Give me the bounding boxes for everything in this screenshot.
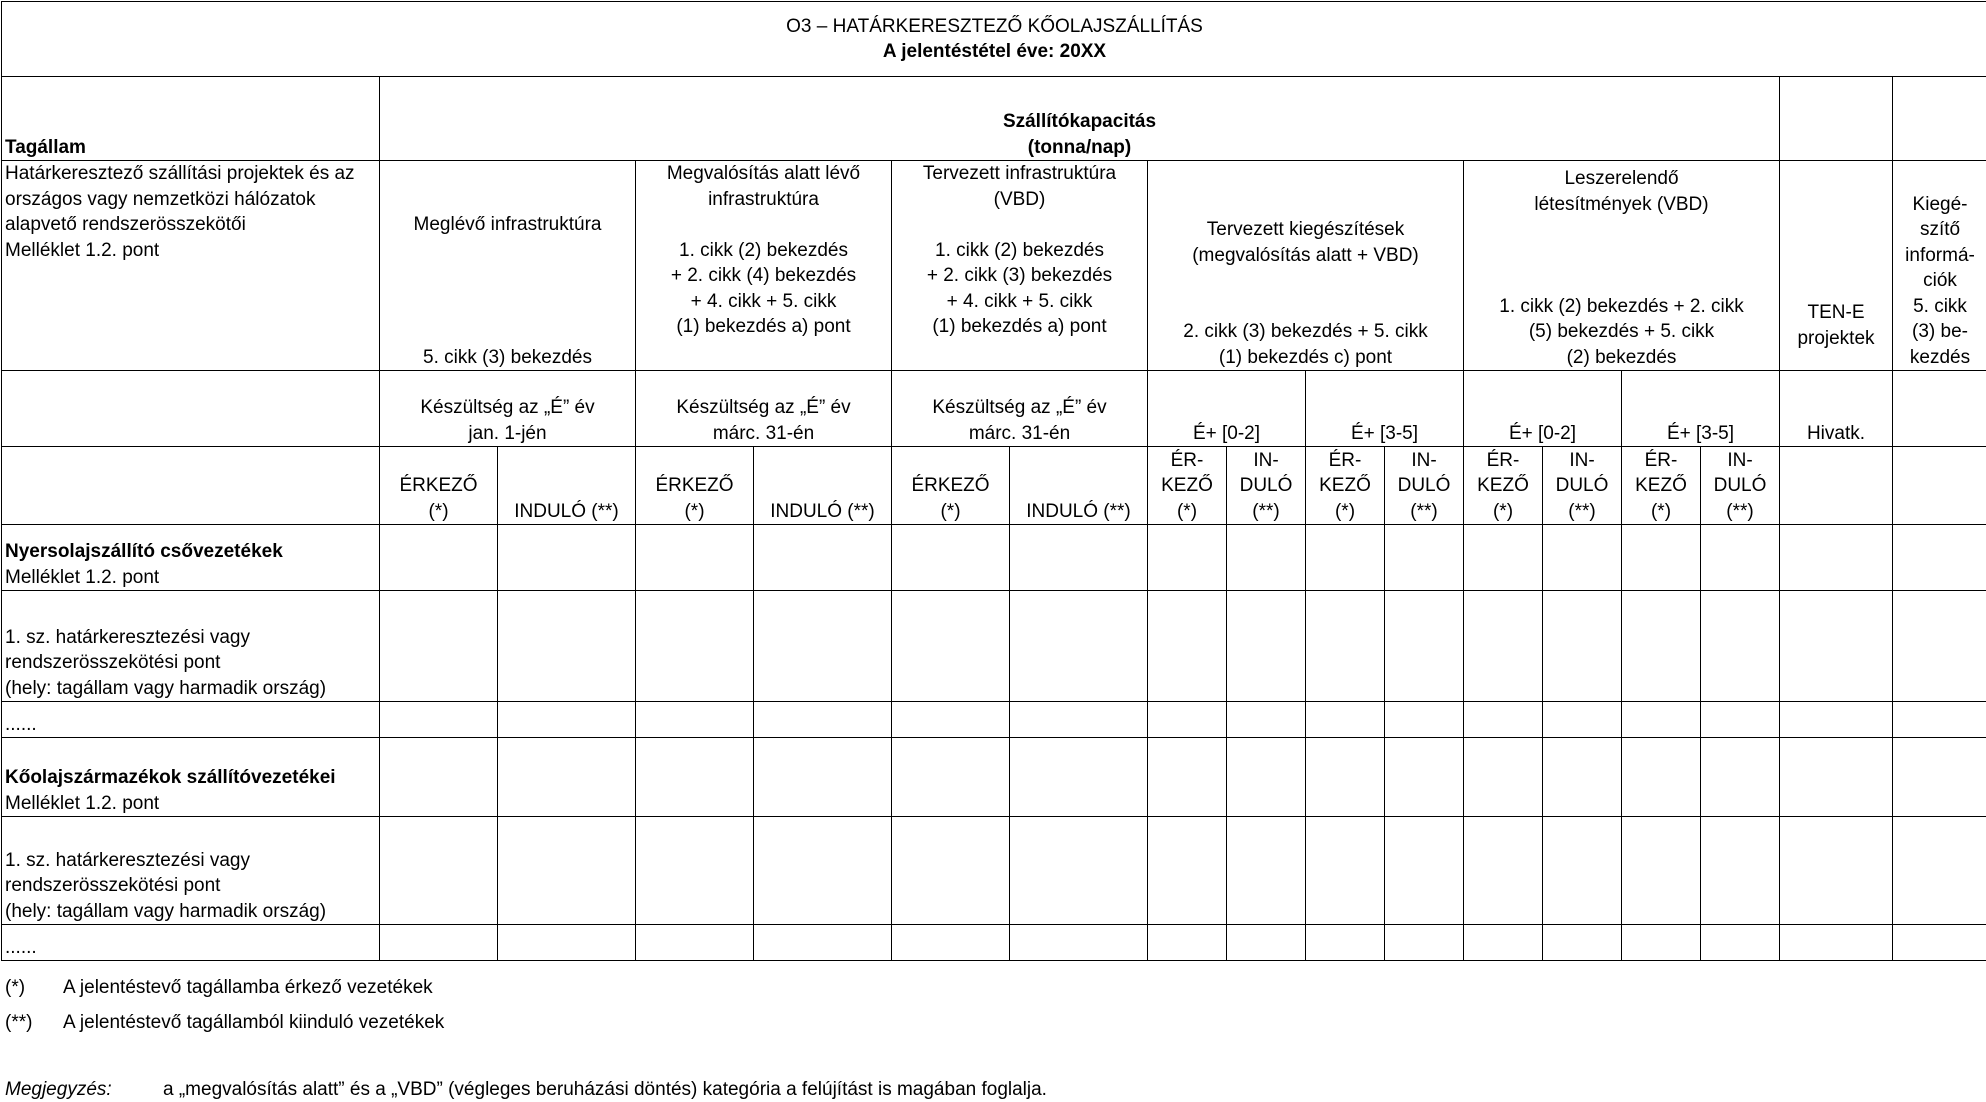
crude-point-label: 1. sz. határkeresztezési vagy rendszerösszekötési pont (hely: tagállam vagy harmadik ország) — [2, 591, 380, 702]
table-row — [2, 702, 1986, 738]
section-crude — [2, 525, 380, 591]
header-under-construction: Megvalósítás alatt lévő infrastruktúra 1. cikk (2) bekezdés + 2. cikk (4) bekezdés + 4. cikk + 5. cikk (1) bekezdés a) pont — [636, 161, 892, 371]
section-crude-ref: Melléklet 1.2. pont — [5, 566, 160, 588]
title-line-1: O3 – HATÁRKERESZTEZŐ KŐOLAJSZÁLLÍTÁS — [786, 15, 1203, 37]
footnote-arrive-mark: (*) — [5, 977, 26, 998]
status-empty-supplementary — [1893, 371, 1986, 447]
direction-empty — [2, 447, 380, 525]
direction-empty-ten-e — [1780, 447, 1893, 525]
table-row — [2, 738, 1986, 817]
table-row — [2, 817, 1986, 925]
direction-arrive-short: ÉR- KEZŐ (*) — [1622, 447, 1701, 525]
footnote-depart — [5, 1010, 444, 1035]
direction-arrive: ÉRKEZŐ (*) — [892, 447, 1010, 525]
direction-depart: INDULÓ (**) — [1010, 447, 1148, 525]
remark-label: Megjegyzés: — [5, 1079, 112, 1100]
header-existing — [380, 161, 636, 371]
direction-arrive-short: ÉR- KEZŐ (*) — [1464, 447, 1543, 525]
remark-text: a „megvalósítás alatt” és a „VBD” (végleges beruházási döntés) kategória a felújítást is magában foglalja. — [163, 1079, 1047, 1100]
status-jan: Készültség az „É” év jan. 1-jén — [380, 371, 636, 447]
period-0-2-b: É+ [0-2] — [1464, 371, 1622, 447]
crude-more: ...... — [2, 702, 380, 738]
direction-arrive-short: ÉR- KEZŐ (*) — [1306, 447, 1385, 525]
header-empty-ten-e — [1780, 77, 1893, 161]
status-mar-1: Készültség az „É” év márc. 31-én — [636, 371, 892, 447]
footnote-depart-mark: (**) — [5, 1012, 33, 1033]
existing-ref: 5. cikk (3) bekezdés — [423, 346, 592, 368]
direction-arrive: ÉRKEZŐ (*) — [636, 447, 754, 525]
footnote-arrive-text: A jelentéstevő tagállamba érkező vezetékek — [63, 977, 433, 998]
oil-transport-table — [1, 1, 1986, 961]
header-empty-supplementary — [1893, 77, 1986, 161]
title-line-2: A jelentéstétel éve: 20XX — [882, 41, 1107, 62]
header-capacity: Szállítókapacitás (tonna/nap) — [380, 77, 1780, 161]
header-planned: Tervezett infrastruktúra (VBD) 1. cikk (2) bekezdés + 2. cikk (3) bekezdés + 4. cikk + 5. cikk (1) bekezdés a) pont — [892, 161, 1148, 371]
direction-depart-short: IN- DULÓ (**) — [1701, 447, 1780, 525]
header-tagallam: Tagállam — [2, 77, 380, 161]
direction-depart-short: IN- DULÓ (**) — [1227, 447, 1306, 525]
direction-arrive-short: ÉR- KEZŐ (*) — [1148, 447, 1227, 525]
direction-depart-short: IN- DULÓ (**) — [1385, 447, 1464, 525]
direction-depart: INDULÓ (**) — [498, 447, 636, 525]
remark — [5, 1077, 1047, 1102]
header-ten-e: TEN-E projektek — [1780, 161, 1893, 371]
period-3-5-a: É+ [3-5] — [1306, 371, 1464, 447]
table-row — [2, 591, 1986, 702]
section-product — [2, 738, 380, 817]
ten-e-ref: Hivatk. — [1780, 371, 1893, 447]
table-row — [2, 925, 1986, 961]
existing-title: Meglévő infrastruktúra — [413, 214, 602, 235]
direction-empty-supplementary — [1893, 447, 1986, 525]
direction-depart-short: IN- DULÓ (**) — [1543, 447, 1622, 525]
period-0-2-a: É+ [0-2] — [1148, 371, 1306, 447]
table-row — [2, 525, 1986, 591]
product-more: ...... — [2, 925, 380, 961]
product-point-label: 1. sz. határkeresztezési vagy rendszerösszekötési pont (hely: tagállam vagy harmadik ország) — [2, 817, 380, 925]
header-decommission: Leszerelendő létesítmények (VBD) 1. cikk (2) bekezdés + 2. cikk (5) bekezdés + 5. cikk (2) bekezdés — [1464, 161, 1780, 371]
header-supplementary: Kiegé- szítő informá- ciók 5. cikk (3) be- kezdés — [1893, 161, 1986, 371]
status-empty — [2, 371, 380, 447]
header-planned-additions: Tervezett kiegészítések (megvalósítás alatt + VBD) 2. cikk (3) bekezdés + 5. cikk (1) bekezdés c) pont — [1148, 161, 1464, 371]
header-description: Határkeresztező szállítási projektek és az országos vagy nemzetközi hálózatok alapvető rendszerösszekötői Melléklet 1.2. pont — [2, 161, 380, 371]
direction-depart: INDULÓ (**) — [754, 447, 892, 525]
period-3-5-b: É+ [3-5] — [1622, 371, 1780, 447]
section-crude-title: Nyersolajszállító csővezetékek — [5, 541, 283, 562]
status-mar-2: Készültség az „É” év márc. 31-én — [892, 371, 1148, 447]
direction-arrive: ÉRKEZŐ (*) — [380, 447, 498, 525]
table-title — [2, 2, 1986, 77]
footnote-arrive — [5, 975, 433, 1000]
footnote-depart-text: A jelentéstevő tagállamból kiinduló vezetékek — [63, 1012, 445, 1033]
section-product-title: Kőolajszármazékok szállítóvezetékei — [5, 767, 336, 788]
section-product-ref: Melléklet 1.2. pont — [5, 792, 160, 814]
